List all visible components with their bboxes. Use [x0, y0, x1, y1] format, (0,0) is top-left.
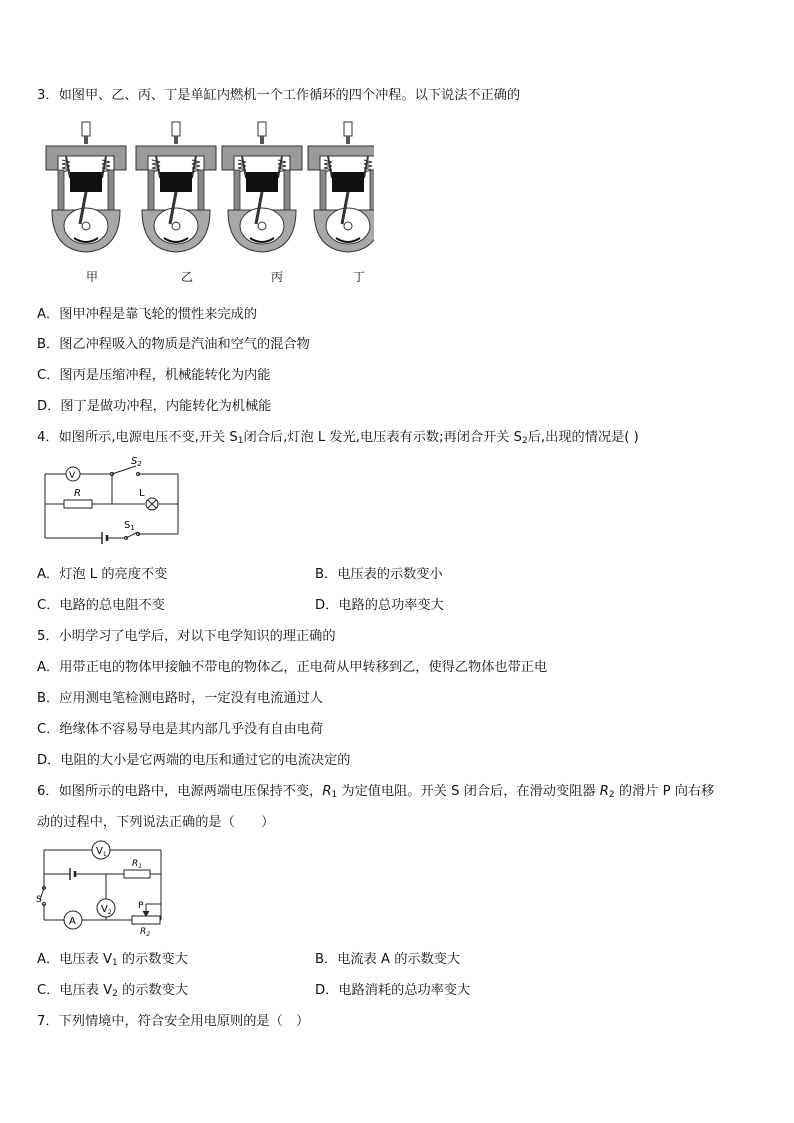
s1-label: $S_1$: [124, 520, 135, 532]
v1-label: $V_1$: [96, 846, 107, 858]
q5-option-d: D．电阻的大小是它两端的电压和通过它的电流决定的: [37, 753, 351, 768]
s2-label: $S_2$: [131, 456, 142, 468]
q3-option-a: A．图甲冲程是靠飞轮的惯性来完成的: [37, 307, 258, 322]
q3-option-c: C．图丙是压缩冲程，机械能转化为内能: [37, 368, 271, 383]
l-label: L: [139, 488, 145, 499]
label-yi: 乙: [181, 270, 194, 284]
q4-option-c: C．电路的总电阻不变: [37, 598, 165, 613]
r1-label: $R_1$: [132, 859, 143, 870]
q3-option-b: B．图乙冲程吸入的物质是汽油和空气的混合物: [37, 337, 310, 352]
q6-stem-line1: 6．如图所示的电路中，电源两端电压保持不变，$R_1$ 为定值电阻。开关 S 闭合后，在滑动变阻器 $R_2$ 的滑片 P 向右移: [37, 784, 715, 800]
q7-stem: 7．下列情境中，符合安全用电原则的是（ ）: [37, 1014, 310, 1029]
q3-option-d: D．图丁是做功冲程，内能转化为机械能: [37, 399, 272, 414]
q6-circuit: [36, 838, 171, 940]
s-label: S: [36, 895, 42, 905]
q6-option-d: D．电路消耗的总功率变大: [315, 983, 471, 998]
q6-option-c: C．电压表 $V_2$ 的示数变大: [37, 983, 189, 999]
q6-option-b: B．电流表 A 的示数变大: [315, 952, 461, 967]
q6-stem-line2: 动的过程中，下列说法正确的是（ ）: [37, 815, 275, 830]
q5-option-a: A．用带正电的物体甲接触不带电的物体乙，正电荷从甲转移到乙，使得乙物体也带正电: [37, 660, 548, 675]
r2-label: $R_2$: [140, 927, 151, 936]
q4-stem: 4．如图所示,电源电压不变,开关 $S_1$闭合后,灯泡 L 发光,电压表有示数;再闭合开关 $S_2$后,出现的情况是( ): [37, 430, 639, 446]
q4-option-a: A．灯泡 L 的亮度不变: [37, 567, 168, 582]
p-label: P: [138, 901, 144, 911]
label-jia: 甲: [86, 270, 99, 284]
q5-option-c: C．绝缘体不容易导电是其内部几乎没有自由电荷: [37, 722, 324, 737]
label-ding: 丁: [353, 270, 366, 284]
r-label: R: [74, 488, 81, 499]
ammeter-label: A: [69, 916, 76, 927]
q3-stem: 3．如图甲、乙、丙、丁是单缸内燃机一个工作循环的四个冲程。以下说法不正确的: [37, 88, 521, 103]
voltmeter-label: V: [69, 471, 76, 481]
q6-option-a: A．电压表 $V_1$ 的示数变大: [37, 952, 188, 968]
v2-label: $V_2$: [101, 904, 112, 916]
q4-circuit: [40, 452, 185, 556]
q4-option-d: D．电路的总功率变大: [315, 598, 444, 613]
q5-option-b: B．应用测电笔检测电路时，一定没有电流通过人: [37, 691, 323, 706]
q5-stem: 5．小明学习了电学后，对以下电学知识的理正确的: [37, 629, 336, 644]
label-bing: 丙: [271, 270, 284, 284]
q4-option-b: B．电压表的示数变小: [315, 567, 443, 582]
